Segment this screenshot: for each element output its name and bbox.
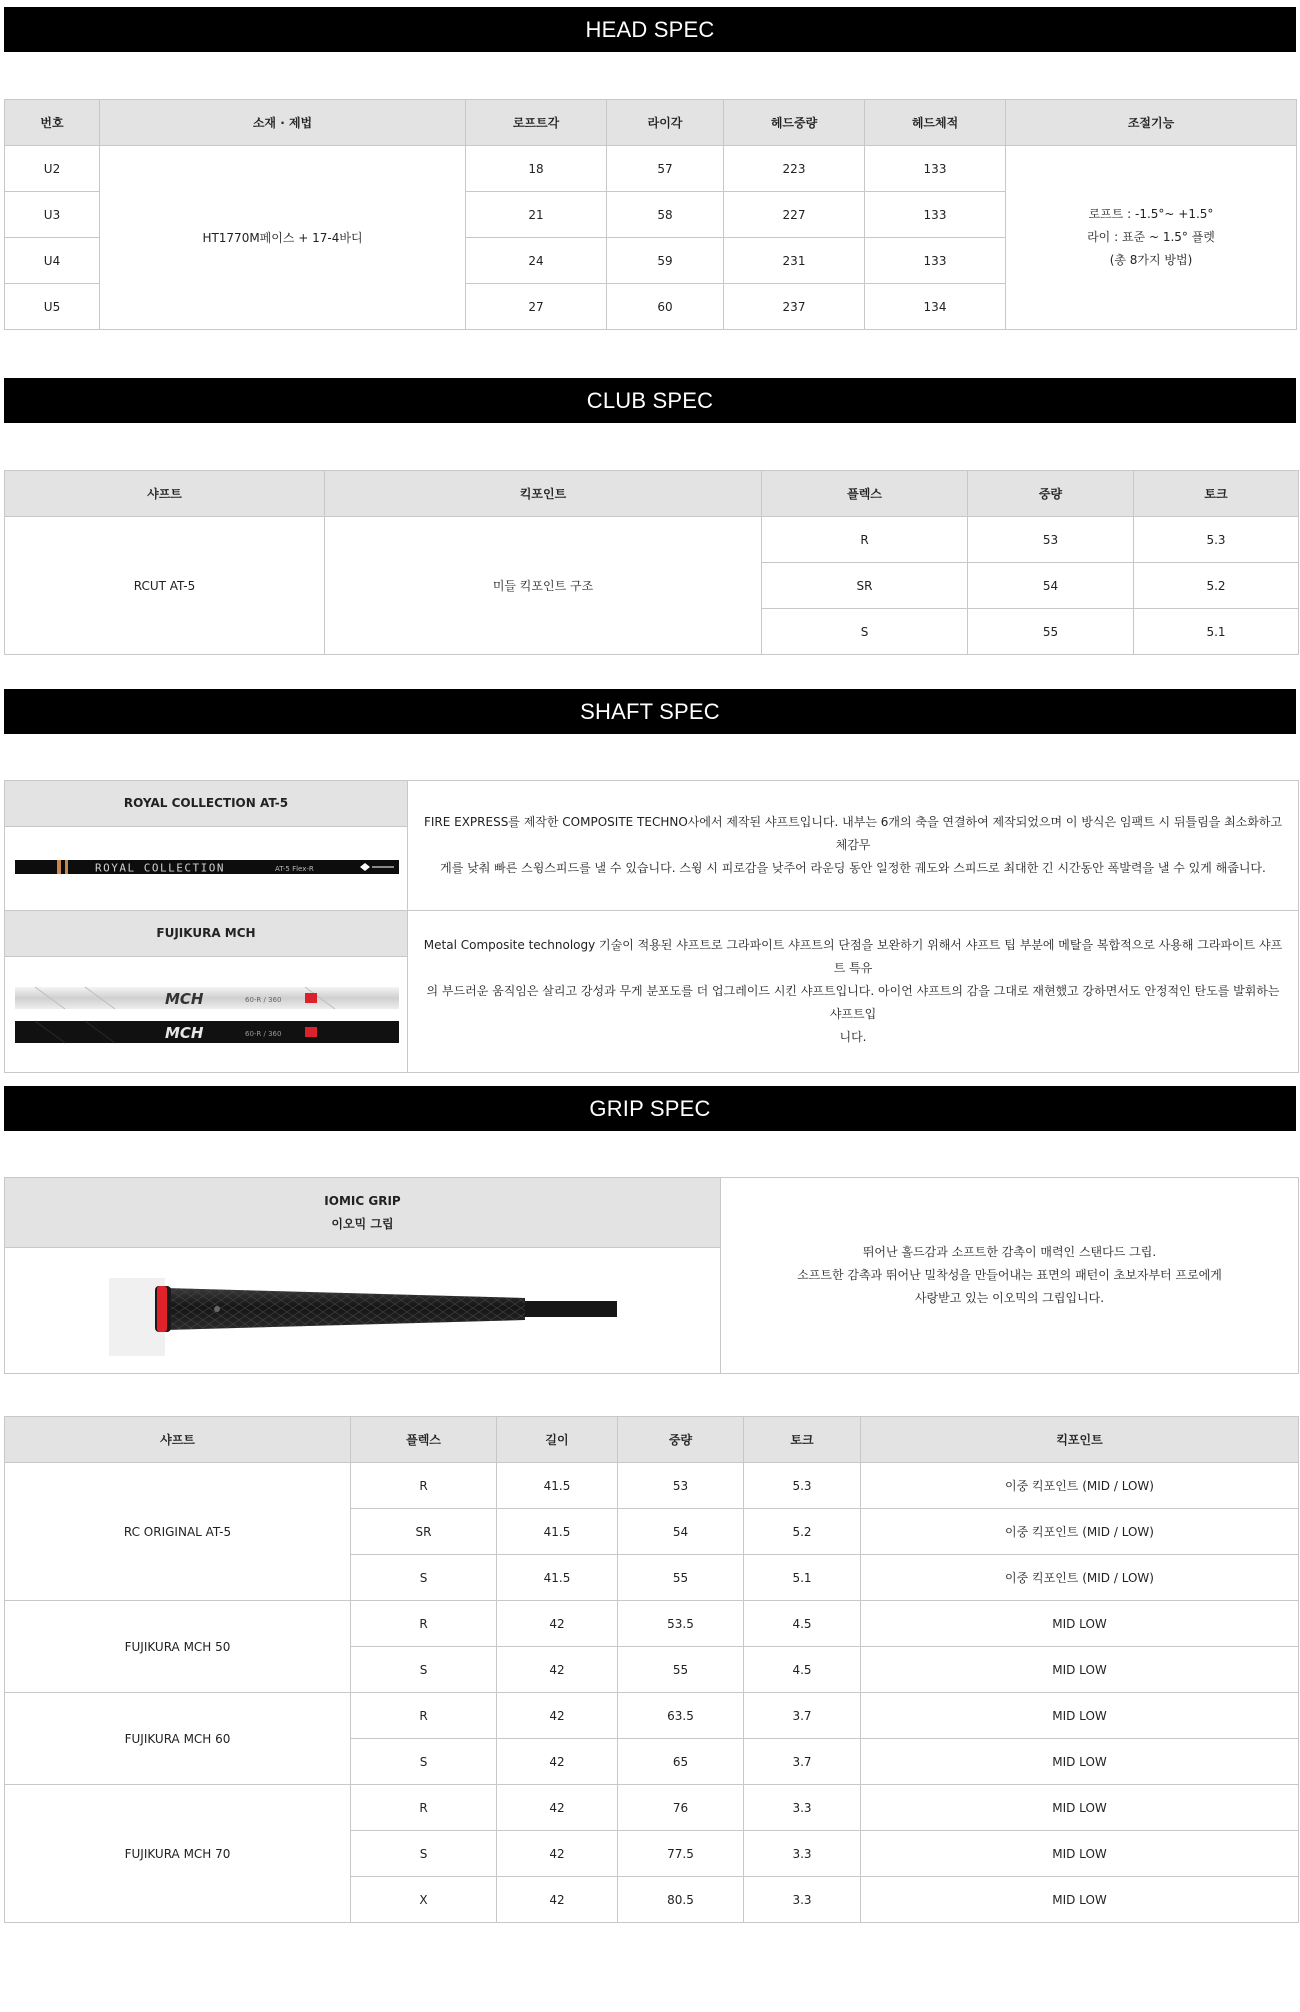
header-cell: 킥포인트 — [861, 1417, 1299, 1463]
shaft-desc-royal-collection — [408, 781, 1299, 911]
grip-name-ko: 이오믹 그립 — [331, 1216, 394, 1231]
torque-cell: 4.5 — [744, 1647, 861, 1693]
grip-image — [5, 1248, 721, 1374]
flex-cell: S — [762, 609, 968, 655]
desc-line: FIRE EXPRESS를 제작한 COMPOSITE TECHNO사에서 제작된 샤프트입니다. 내부는 6개의 축을 연결하여 제작되었으며 이 방식은 임팩트 시 뒤틀림을 최소화하고 체감무 — [423, 815, 1283, 852]
table-row — [5, 1693, 1299, 1739]
desc-line: 게를 낮춰 빠른 스윙스피드를 낼 수 있습니다. 스윙 시 피로감을 낮주어 라운딩 동안 일정한 궤도와 스피드로 최대한 긴 시간동안 폭발력을 낼 수 있게 해줍니다. — [440, 861, 1266, 875]
length-cell: 41.5 — [497, 1555, 618, 1601]
torque-cell: 3.3 — [744, 1785, 861, 1831]
length-cell: 41.5 — [497, 1463, 618, 1509]
torque-cell: 5.2 — [1134, 563, 1299, 609]
length-cell: 42 — [497, 1877, 618, 1923]
weight-cell: 53 — [618, 1463, 744, 1509]
header-cell: 라이각 — [607, 100, 724, 146]
torque-cell: 5.2 — [744, 1509, 861, 1555]
length-cell: 42 — [497, 1739, 618, 1785]
mch-text-light: MCH — [165, 990, 204, 1008]
flex-cell: SR — [762, 563, 968, 609]
head-weight-cell: 223 — [724, 146, 865, 192]
grip-spec-table — [4, 1177, 1299, 1374]
torque-cell: 5.3 — [744, 1463, 861, 1509]
lie-cell: 57 — [607, 146, 724, 192]
header-cell: 킥포인트 — [325, 471, 762, 517]
kickpoint-cell: MID LOW — [861, 1739, 1299, 1785]
table-header-row — [5, 471, 1299, 517]
loft-cell: 24 — [466, 238, 607, 284]
table-row — [5, 1601, 1299, 1647]
model-number: U5 — [5, 284, 100, 330]
grip-desc — [721, 1178, 1299, 1374]
flex-cell: S — [351, 1831, 497, 1877]
shaft-spec-title: SHAFT SPEC — [4, 689, 1296, 734]
kickpoint-cell: 미들 킥포인트 구조 — [325, 517, 762, 655]
length-cell: 42 — [497, 1647, 618, 1693]
weight-cell: 63.5 — [618, 1693, 744, 1739]
adjust-line: 라이 : 표준 ~ 1.5° 플렛 — [1087, 230, 1215, 244]
head-spec-title: HEAD SPEC — [4, 7, 1296, 52]
header-cell: 헤드체적 — [865, 100, 1006, 146]
kickpoint-cell: 이중 킥포인트 (MID / LOW) — [861, 1509, 1299, 1555]
model-number: U4 — [5, 238, 100, 284]
weight-cell: 54 — [618, 1509, 744, 1555]
shaft-name-cell: FUJIKURA MCH 60 — [5, 1693, 351, 1785]
shaft-name-royal-collection: ROYAL COLLECTION AT-5 — [5, 781, 408, 827]
table-row — [5, 146, 1297, 192]
shaft-spec-table — [4, 780, 1299, 1073]
desc-line: 사랑받고 있는 이오믹의 그립입니다. — [914, 1291, 1105, 1305]
flex-cell: R — [351, 1693, 497, 1739]
loft-cell: 18 — [466, 146, 607, 192]
flex-cell: X — [351, 1877, 497, 1923]
mch-sub-light: 60-R / 360 — [245, 996, 282, 1004]
torque-cell: 5.1 — [744, 1555, 861, 1601]
torque-cell: 3.7 — [744, 1739, 861, 1785]
head-volume-cell: 133 — [865, 192, 1006, 238]
lie-cell: 59 — [607, 238, 724, 284]
header-cell: 중량 — [618, 1417, 744, 1463]
weight-cell: 77.5 — [618, 1831, 744, 1877]
model-number: U3 — [5, 192, 100, 238]
shaft-options-table — [4, 1416, 1299, 1923]
header-cell: 중량 — [968, 471, 1134, 517]
header-cell: 샤프트 — [5, 1417, 351, 1463]
desc-line: 의 부드러운 움직임은 살리고 강성과 무게 분포도를 더 업그레이드 시킨 샤프트입니다. 아이언 샤프트의 감을 그대로 재현했고 강하면서도 안정적인 탄도를 발휘하는 샤프트입 — [426, 984, 1280, 1021]
flex-cell: R — [762, 517, 968, 563]
table-row — [5, 1785, 1299, 1831]
torque-cell: 3.3 — [744, 1877, 861, 1923]
torque-cell: 4.5 — [744, 1601, 861, 1647]
header-cell: 번호 — [5, 100, 100, 146]
table-row — [5, 517, 1299, 563]
shaft-sub-text: AT-5 Flex-R — [275, 865, 314, 873]
kickpoint-cell: 이중 킥포인트 (MID / LOW) — [861, 1463, 1299, 1509]
shaft-name-fujikura-mch: FUJIKURA MCH — [5, 911, 408, 957]
head-volume-cell: 133 — [865, 238, 1006, 284]
flex-cell: S — [351, 1647, 497, 1693]
weight-cell: 65 — [618, 1739, 744, 1785]
header-cell: 로프트각 — [466, 100, 607, 146]
head-weight-cell: 231 — [724, 238, 865, 284]
club-spec-table — [4, 470, 1299, 655]
kickpoint-cell: MID LOW — [861, 1647, 1299, 1693]
kickpoint-cell: MID LOW — [861, 1831, 1299, 1877]
length-cell: 42 — [497, 1693, 618, 1739]
header-cell: 플렉스 — [762, 471, 968, 517]
flex-cell: SR — [351, 1509, 497, 1555]
mch-text-dark: MCH — [165, 1024, 204, 1042]
shaft-brand-text: ROYAL COLLECTION — [95, 861, 225, 875]
kickpoint-cell: MID LOW — [861, 1601, 1299, 1647]
grip-name-cell — [5, 1178, 721, 1248]
weight-cell: 55 — [968, 609, 1134, 655]
shaft-name-cell: RC ORIGINAL AT-5 — [5, 1463, 351, 1601]
weight-cell: 54 — [968, 563, 1134, 609]
flex-cell: S — [351, 1555, 497, 1601]
length-cell: 42 — [497, 1785, 618, 1831]
head-volume-cell: 133 — [865, 146, 1006, 192]
desc-line: Metal Composite technology 기술이 적용된 샤프트로 그라파이트 샤프트의 단점을 보완하기 위해서 샤프트 팁 부분에 메탈을 복합적으로 사용해 그라파이트 샤프트 특유 — [423, 938, 1283, 975]
length-cell: 41.5 — [497, 1509, 618, 1555]
grip-name-en: IOMIC GRIP — [324, 1193, 401, 1208]
lie-cell: 58 — [607, 192, 724, 238]
adjust-line: 로프트 : -1.5°~ +1.5° — [1088, 207, 1214, 221]
head-weight-cell: 227 — [724, 192, 865, 238]
head-spec-table — [4, 99, 1297, 330]
shaft-name-cell: FUJIKURA MCH 70 — [5, 1785, 351, 1923]
head-volume-cell: 134 — [865, 284, 1006, 330]
weight-cell: 55 — [618, 1555, 744, 1601]
weight-cell: 53 — [968, 517, 1134, 563]
header-cell: 토크 — [744, 1417, 861, 1463]
shaft-image-fujikura-mch — [5, 957, 408, 1073]
header-cell: 샤프트 — [5, 471, 325, 517]
flex-cell: S — [351, 1739, 497, 1785]
header-cell: 소재 · 제법 — [100, 100, 466, 146]
header-cell: 플렉스 — [351, 1417, 497, 1463]
table-header-row — [5, 1417, 1299, 1463]
header-cell: 길이 — [497, 1417, 618, 1463]
head-weight-cell: 237 — [724, 284, 865, 330]
shaft-name-cell: RCUT AT-5 — [5, 517, 325, 655]
weight-cell: 55 — [618, 1647, 744, 1693]
lie-cell: 60 — [607, 284, 724, 330]
flex-cell: R — [351, 1463, 497, 1509]
header-cell: 토크 — [1134, 471, 1299, 517]
royal-collection-shaft-icon — [5, 827, 408, 907]
weight-cell: 53.5 — [618, 1601, 744, 1647]
torque-cell: 5.3 — [1134, 517, 1299, 563]
kickpoint-cell: MID LOW — [861, 1785, 1299, 1831]
weight-cell: 76 — [618, 1785, 744, 1831]
loft-cell: 21 — [466, 192, 607, 238]
desc-line: 소프트한 감촉과 뛰어난 밀착성을 만들어내는 표면의 패턴이 초보자부터 프로에게 — [797, 1268, 1222, 1282]
shaft-desc-fujikura-mch — [408, 911, 1299, 1073]
shaft-name-cell: FUJIKURA MCH 50 — [5, 1601, 351, 1693]
grip-spec-title: GRIP SPEC — [4, 1086, 1296, 1131]
length-cell: 42 — [497, 1601, 618, 1647]
table-row — [5, 1463, 1299, 1509]
kickpoint-cell: 이중 킥포인트 (MID / LOW) — [861, 1555, 1299, 1601]
shaft-image-royal-collection — [5, 827, 408, 911]
mch-sub-dark: 60-R / 360 — [245, 1030, 282, 1038]
kickpoint-cell: MID LOW — [861, 1693, 1299, 1739]
desc-line: 뛰어난 홀드감과 소프트한 감촉이 매력인 스탠다드 그립. — [862, 1245, 1157, 1259]
torque-cell: 5.1 — [1134, 609, 1299, 655]
model-number: U2 — [5, 146, 100, 192]
club-spec-title: CLUB SPEC — [4, 378, 1296, 423]
kickpoint-cell: MID LOW — [861, 1877, 1299, 1923]
loft-cell: 27 — [466, 284, 607, 330]
flex-cell: R — [351, 1601, 497, 1647]
torque-cell: 3.3 — [744, 1831, 861, 1877]
desc-line: 니다. — [839, 1030, 867, 1044]
length-cell: 42 — [497, 1831, 618, 1877]
fujikura-mch-shaft-icon — [5, 957, 408, 1069]
material-cell: HT1770M페이스 + 17-4바디 — [100, 146, 466, 330]
torque-cell: 3.7 — [744, 1693, 861, 1739]
grip-icon — [5, 1248, 721, 1370]
adjust-cell — [1006, 146, 1297, 330]
weight-cell: 80.5 — [618, 1877, 744, 1923]
table-header-row — [5, 100, 1297, 146]
header-cell: 헤드중량 — [724, 100, 865, 146]
flex-cell: R — [351, 1785, 497, 1831]
header-cell: 조절기능 — [1006, 100, 1297, 146]
adjust-line: (총 8가지 방법) — [1109, 253, 1193, 267]
